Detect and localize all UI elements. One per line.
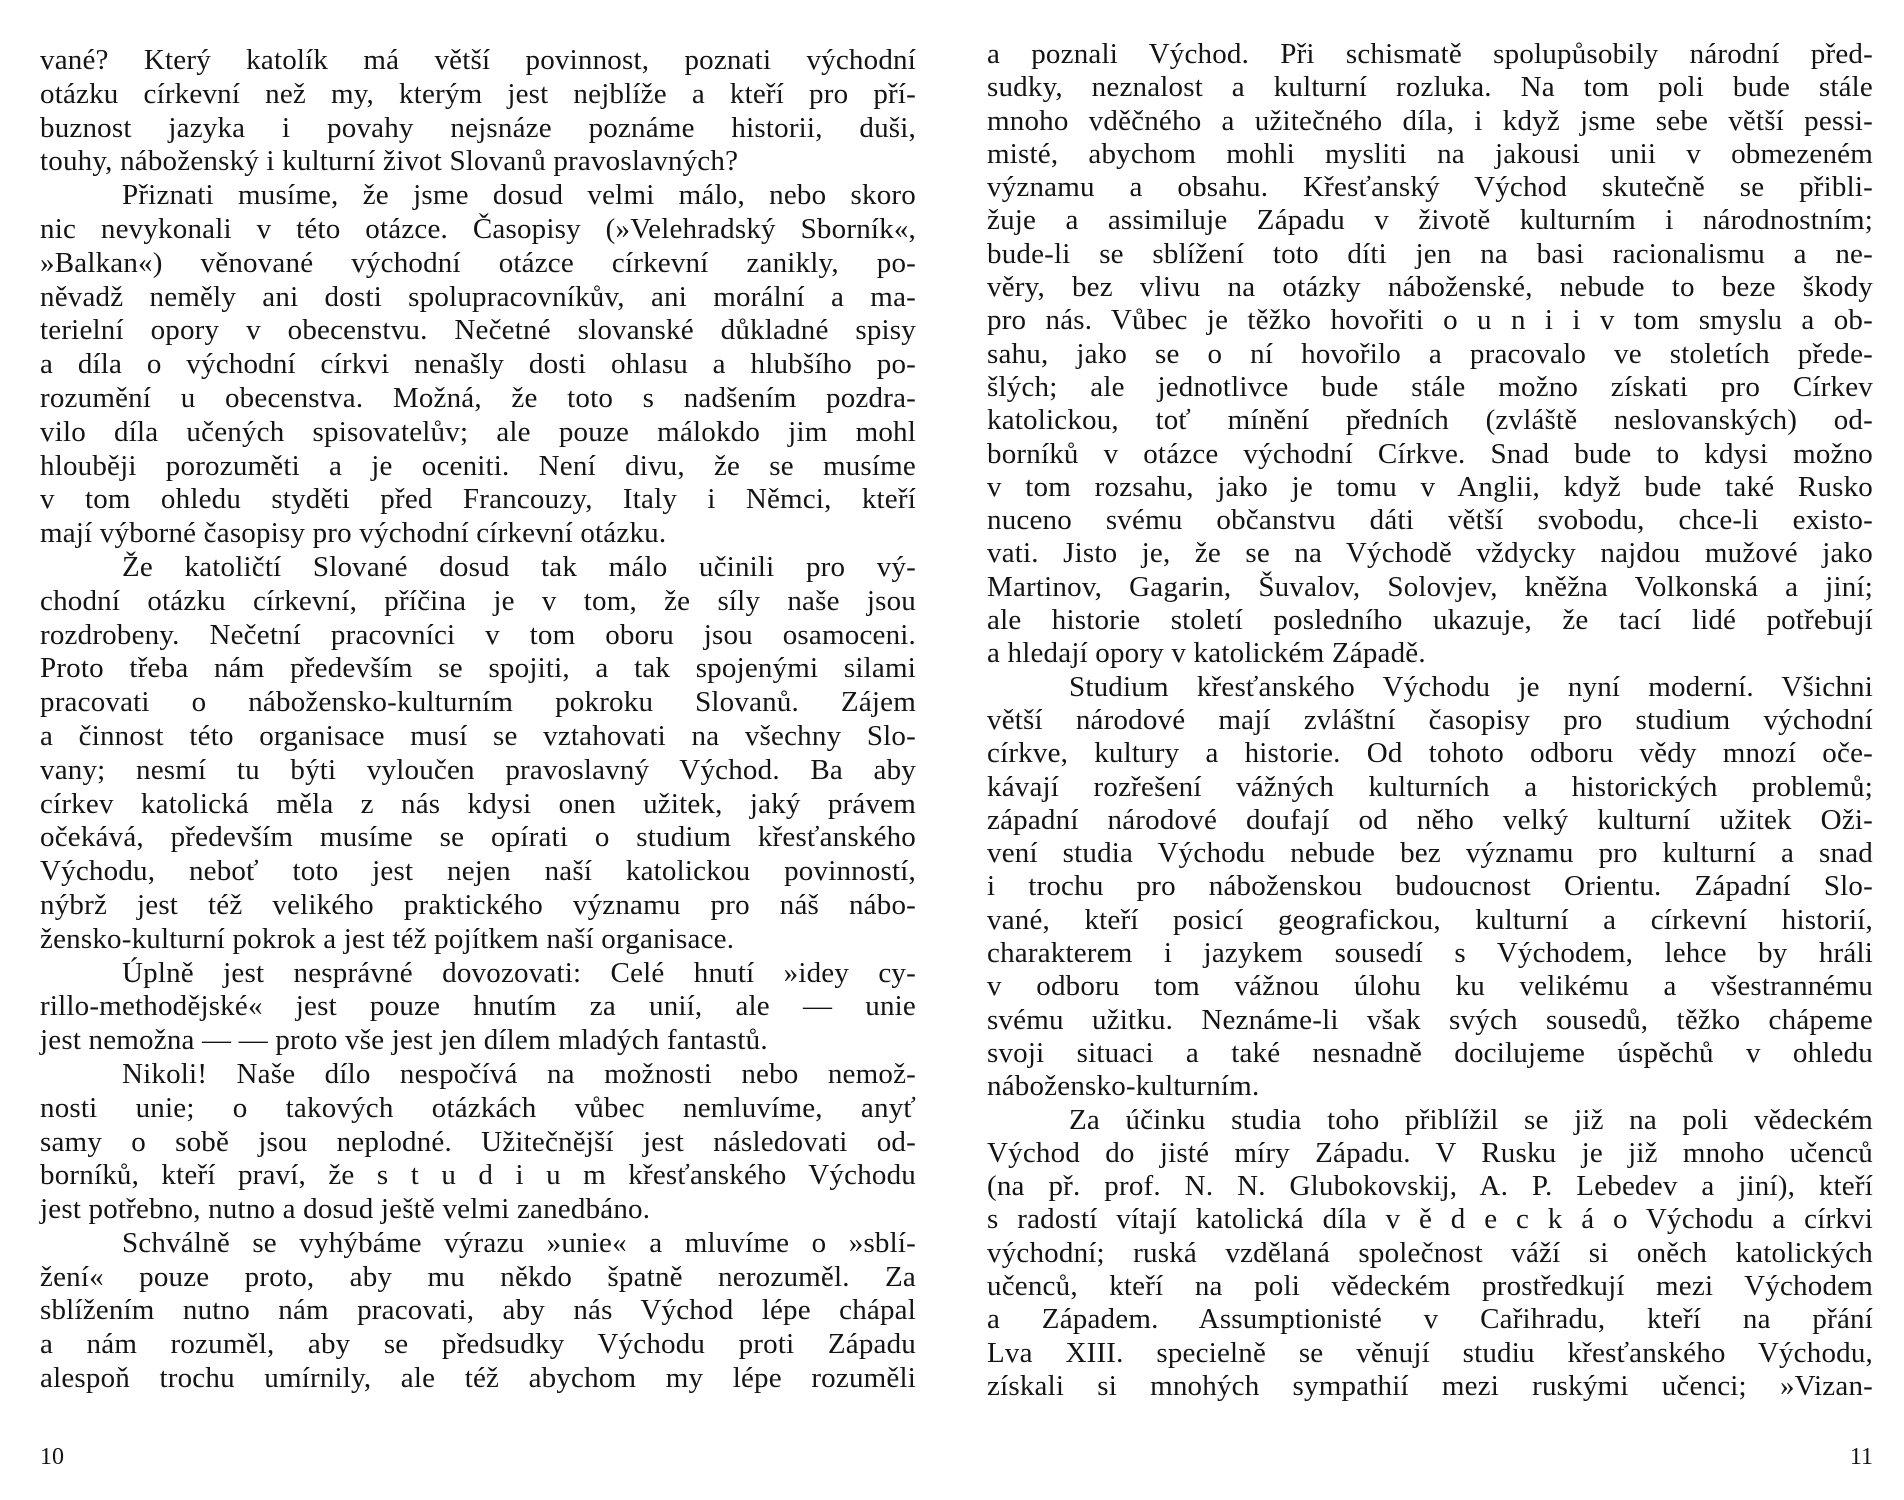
text-line: svému užitku. Neznáme-li však svých sousedů, těžko chápeme [987,1003,1873,1036]
paragraph [987,1104,1873,1404]
text-line: něvadž neměly ani dosti spolupracovníkův, ani morální a ma- [40,280,916,313]
text-line: větší národové mají zvláštní časopisy pro studium východní [987,703,1873,736]
paragraph [40,551,916,957]
text-line: východní; ruská vzdělaná společnost váží si oněch katolických [987,1236,1873,1269]
text-line: mají výborné časopisy pro východní církevní otázku. [40,517,667,550]
text-line: pracovati o nábožensko-kulturním pokroku Slovanů. Zájem [40,686,916,719]
text-line: církev katolická měla z nás kdysi onen užitek, jaký právem [40,787,916,820]
text-line: svoji situaci a také nesnadně docilujeme úspěchů v ohledu [987,1036,1873,1069]
text-line: v tom ohledu styděti před Francouzy, Italy i Němci, kteří [40,483,916,516]
text-line: s radostí vítají katolická díla v ě d e c k á o Východu a církvi [987,1203,1873,1236]
text-line: vané, kteří posicí geografickou, kulturní a církevní historií, [987,903,1873,936]
paragraph [987,671,1873,1104]
text-line: a díla o východní církvi nenašly dosti ohlasu a hlubšího po- [40,348,916,381]
text-line: katolickou, toť mínění předních (zvláště neslovanských) od- [987,404,1873,437]
text-line: bude-li se sblížení toto díti jen na basi racionalismu a ne- [987,237,1873,270]
text-line: Že katoličtí Slované dosud tak málo učinili pro vý- [122,550,916,583]
text-line: Východu, neboť toto jest nejen naší katolickou povinností, [40,855,916,888]
text-line: západní národové doufají od něho velký kulturní užitek Oži- [987,803,1873,836]
text-line: Přiznati musíme, že jsme dosud velmi málo, nebo skoro [122,179,916,212]
text-line: významu a obsahu. Křesťanský Východ skutečně se přibli- [987,171,1873,204]
text-line: učenců, kteří na poli vědeckém prostředkují mezi Východem [987,1269,1873,1302]
paragraph [40,179,916,551]
text-line: vení studia Východu nebude bez významu pro kulturní a snad [987,837,1873,870]
text-line: církve, kultury a historie. Od tohoto odboru vědy mnozí oče- [987,737,1873,770]
text-line: terielní opory v obecenstvu. Nečetné slovanské důkladné spisy [40,314,916,347]
text-line: a nám rozuměl, aby se předsudky Východu proti Západu [40,1328,916,1361]
text-line: (na př. prof. N. N. Glubokovskij, A. P. Lebedev a jiní), kteří [987,1170,1873,1203]
text-line: charakterem i jazykem sousedí s Východem, lehce by hráli [987,937,1873,970]
paragraph [40,44,916,179]
text-line: jest potřebno, nutno a dosud ještě velmi zanedbáno. [40,1193,651,1226]
text-line: touhy, náboženský i kulturní život Slovanů pravoslavných? [40,145,739,178]
paragraph [40,1227,916,1396]
text-line: Studium křesťanského Východu je nyní moderní. Všichni [1069,670,1873,703]
text-line: borníků v otázce východní Církve. Snad bude to kdysi možno [987,437,1873,470]
text-line: kávají rozřešení vážných kulturních a historických problemů; [987,770,1873,803]
text-line: vati. Jisto je, že se na Východě vždycky najdou mužové jako [987,537,1873,570]
text-line: borníků, kteří praví, že s t u d i u m křesťanského Východu [40,1159,916,1192]
text-line: vané? Který katolík má větší povinnost, poznati východní [40,44,916,76]
text-line: ale historie století posledního ukazuje, že tací lidé potřebují [987,604,1873,637]
text-line: a činnost této organisace musí se vztahovati na všechny Slo- [40,719,916,752]
text-line: nuceno svému občanstvu dáti větší svobodu, chce-li existo- [987,504,1873,537]
text-line: Martinov, Gagarin, Šuvalov, Solovjev, kněžna Volkonská a jiní; [987,570,1873,603]
text-line: misté, abychom mohli mysliti na jakousi unii v obmezeném [987,137,1873,170]
paragraph [40,957,916,1058]
text-line: očekává, především musíme se opírati o studium křesťanského [40,821,916,854]
text-line: a poznali Východ. Při schismatě spolupůsobily národní před- [987,38,1873,70]
text-line: chodní otázku církevní, příčina je v tom, že síly naše jsou [40,584,916,617]
page-text-column [987,38,1873,1403]
paragraph [40,1058,916,1227]
right-page [987,0,1873,1500]
paragraph [987,38,1873,671]
text-line: alespoň trochu umírnily, ale též abychom my lépe rozuměli [40,1362,916,1395]
text-line: vany; nesmí tu býti vyloučen pravoslavný Východ. Ba aby [40,753,916,786]
page-text-column [40,44,916,1396]
text-line: vilo díla učených spisovatelův; ale pouze málokdo jim mohl [40,415,916,448]
left-page [40,0,916,1500]
text-line: a Západem. Assumptionisté v Cařihradu, kteří na přání [987,1303,1873,1336]
text-line: v tom rozsahu, jako je tomu v Anglii, když bude také Rusko [987,470,1873,503]
text-line: i trochu pro náboženskou budoucnost Orientu. Západní Slo- [987,870,1873,903]
text-line: otázku církevní než my, kterým jest nejblíže a kteří pro pří- [40,77,916,110]
text-line: hlouběji porozuměti a je oceniti. Není divu, že se musíme [40,449,916,482]
text-line: nábožensko-kulturním. [987,1070,1260,1103]
text-line: šlých; ale jednotlivce bude stále možno získati pro Církev [987,370,1873,403]
text-line: a hledají opory v katolickém Západě. [987,637,1426,670]
text-line: věry, bez vlivu na otázky náboženské, nebude to beze škody [987,271,1873,304]
text-line: buznost jazyka i povahy nejsnáze poznáme historii, duši, [40,111,916,144]
text-line: Úplně jest nesprávné dovozovati: Celé hnutí »idey cy- [122,956,916,989]
text-line: žení« pouze proto, aby mu někdo špatně nerozuměl. Za [40,1260,916,1293]
text-line: sudky, neznalost a kulturní rozluka. Na tom poli bude stále [987,71,1873,104]
text-line: žensko-kulturní pokrok a jest též pojítkem naší organisace. [40,922,735,955]
text-line: nosti unie; o takových otázkách vůbec nemluvíme, anyť [40,1091,916,1124]
page-number: 10 [40,1444,64,1470]
text-line: nic nevykonali v této otázce. Časopisy (»Velehradský Sborník«, [40,212,916,245]
text-line: Za účinku studia toho přiblížil se již na poli vědeckém [1069,1103,1873,1136]
text-line: v odboru tom vážnou úlohu ku velikému a všestrannému [987,970,1873,1003]
text-line: nýbrž jest též velikého praktického významu pro náš nábo- [40,888,916,921]
page-number: 11 [1849,1444,1873,1470]
text-line: žuje a assimiluje Západu v životě kulturním i národnostním; [987,204,1873,237]
text-line: pro nás. Vůbec je těžko hovořiti o u n i i v tom smyslu a ob- [987,304,1873,337]
text-line: mnoho vděčného a užitečného díla, i když jsme sebe větší pessi- [987,104,1873,137]
text-line: sblížením nutno nám pracovati, aby nás Východ lépe chápal [40,1294,916,1327]
text-line: Východ do jisté míry Západu. V Rusku je již mnoho učenců [987,1136,1873,1169]
text-line: jest nemožna — — proto vše jest jen dílem mladých fantastů. [40,1024,768,1057]
text-line: získali si mnohých sympathií mezi ruskými učenci; »Vizan- [987,1369,1873,1402]
text-line: Schválně se vyhýbáme výrazu »unie« a mluvíme o »sblí- [122,1226,916,1259]
text-line: samy o sobě jsou neplodné. Užitečnější jest následovati od- [40,1125,916,1158]
text-line: rozdrobeny. Nečetní pracovníci v tom oboru jsou osamoceni. [40,618,916,651]
text-line: Lva XIII. specielně se věnují studiu křesťanského Východu, [987,1336,1873,1369]
text-line: rillo-methodějské« jest pouze hnutím za unií, ale — unie [40,990,916,1023]
text-line: Proto třeba nám především se spojiti, a tak spojenými silami [40,652,916,685]
text-line: Nikoli! Naše dílo nespočívá na možnosti nebo nemož- [122,1057,916,1090]
text-line: rozumění u obecenstva. Možná, že toto s nadšením pozdra- [40,381,916,414]
text-line: sahu, jako se o ní hovořilo a pracovalo ve stoletích přede- [987,337,1873,370]
text-line: »Balkan«) věnované východní otázce církevní zanikly, po- [40,246,916,279]
